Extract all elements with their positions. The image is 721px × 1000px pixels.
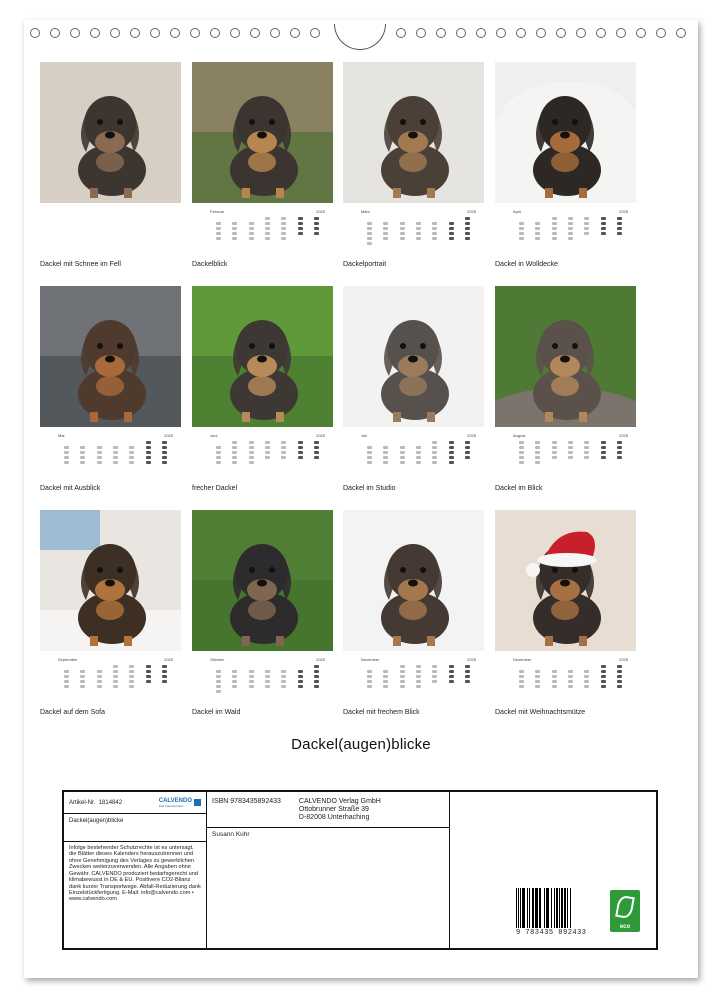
month-cell	[495, 286, 636, 492]
dog-photo	[495, 510, 636, 651]
binding-ring	[656, 28, 666, 38]
binding-ring	[110, 28, 120, 38]
dog-photo	[343, 510, 484, 651]
publisher-address: CALVENDO Verlag GmbH Ottobrunner Straße 39 D-82008 Unterhaching	[298, 798, 381, 822]
binding-ring	[556, 28, 566, 38]
month-cell	[495, 62, 636, 268]
photo-caption: Dackel im Blick	[495, 485, 543, 492]
month-name: Februar	[210, 209, 225, 214]
dog-photo	[192, 62, 333, 203]
month-name: November	[361, 657, 380, 662]
hanger-hook	[334, 24, 386, 50]
binding-ring	[456, 28, 466, 38]
mini-calendar	[192, 427, 333, 481]
month-name: Juli	[361, 433, 368, 438]
binding-ring	[270, 28, 280, 38]
month-name: April	[513, 209, 522, 214]
month-year: 2025	[164, 433, 173, 438]
photo-caption: Dackel mit Ausblick	[40, 485, 101, 492]
calendar-overview-page	[24, 20, 698, 978]
month-year: 2025	[467, 209, 476, 214]
mini-calendar	[343, 427, 484, 481]
mini-calendar	[40, 203, 181, 257]
author-name: Susann Kuhr	[212, 831, 250, 838]
month-cell	[40, 62, 181, 268]
isbn-publisher-row	[207, 792, 449, 828]
month-year: 2025	[316, 657, 325, 662]
product-info-box	[62, 790, 658, 950]
month-cell	[192, 286, 333, 492]
photo-caption: Dackel mit Schnee im Fell	[40, 261, 121, 268]
binding-ring	[250, 28, 260, 38]
binding-ring	[210, 28, 220, 38]
dog-photo	[192, 286, 333, 427]
mini-calendar	[343, 651, 484, 705]
info-column-right	[450, 792, 658, 948]
eco-badge: eco	[610, 890, 640, 932]
binding-ring	[476, 28, 486, 38]
dog-photo	[192, 510, 333, 651]
binding-ring	[90, 28, 100, 38]
photo-caption: Dackel im Wald	[192, 709, 241, 716]
binding-ring	[310, 28, 320, 38]
month-cell	[192, 510, 333, 716]
mini-calendar	[40, 427, 181, 481]
month-name: Mai	[58, 433, 65, 438]
month-cell	[192, 62, 333, 268]
article-row	[64, 792, 206, 814]
dog-photo	[40, 510, 181, 651]
mini-calendar	[495, 427, 636, 481]
photo-caption: Dackel im Studio	[343, 485, 396, 492]
month-cell	[495, 510, 636, 716]
dog-photo	[343, 62, 484, 203]
month-cell	[40, 510, 181, 716]
binding-ring	[596, 28, 606, 38]
month-cell	[343, 286, 484, 492]
isbn: ISBN 9783435892433	[212, 798, 281, 805]
month-year: 2025	[619, 657, 628, 662]
photo-caption: Dackel auf dem Sofa	[40, 709, 105, 716]
dog-photo	[495, 62, 636, 203]
barcode-number: 9 783435 892433	[516, 929, 587, 937]
binding-ring	[416, 28, 426, 38]
month-name: März	[361, 209, 370, 214]
info-column-left	[64, 792, 207, 948]
photo-caption: Dackelblick	[192, 261, 228, 268]
dog-photo	[495, 286, 636, 427]
logo-mark-icon	[194, 799, 201, 806]
month-year: 2025	[316, 433, 325, 438]
leaf-icon	[615, 895, 635, 919]
legal-notice: Infolge bestehender Schutzrechte ist es untersagt, die Blätter dieses Kalenders herauszutrennen und ohne Genehmigung des Verlages zu gewerblichen Zwecken weiterzuverwenden. Alle Angaben ohne Gewähr. CALVENDO produziert bedarfsgerecht und klimabewusst in DE & EU. Positivere CO2-Bilanz dank kurzer Transportwege. Abfall-Reduzierung dank Einzelstückfertigung. E-Mail: info@calvendo.com • www.calvendo.com	[69, 845, 201, 903]
barcode	[516, 888, 592, 937]
binding-ring	[230, 28, 240, 38]
mini-calendar	[495, 203, 636, 257]
binding-ring	[436, 28, 446, 38]
month-cell	[343, 510, 484, 716]
month-name: Juni	[210, 433, 218, 438]
info-column-middle	[207, 792, 450, 948]
product-title-small: Dackel(augen)blicke	[64, 814, 206, 842]
month-name: August	[513, 433, 526, 438]
dog-photo	[40, 62, 181, 203]
month-year: 2025	[467, 433, 476, 438]
article-number: Artikel-Nr. 1814842	[69, 799, 123, 806]
photo-caption: Dackel in Wolldecke	[495, 261, 558, 268]
binding-ring	[130, 28, 140, 38]
month-year: 2025	[619, 433, 628, 438]
photo-caption: Dackelportrait	[343, 261, 387, 268]
month-cell	[343, 62, 484, 268]
calendar-title: Dackel(augen)blicke	[291, 736, 431, 753]
photo-caption: Dackel mit frechem Blick	[343, 709, 420, 716]
binding-ring	[536, 28, 546, 38]
binding-ring	[676, 28, 686, 38]
month-name: Oktober	[210, 657, 225, 662]
binding-ring	[576, 28, 586, 38]
binding-ring	[636, 28, 646, 38]
binding-ring	[516, 28, 526, 38]
month-name: Dezember	[513, 657, 532, 662]
dog-photo	[343, 286, 484, 427]
dog-photo	[40, 286, 181, 427]
binding-ring	[616, 28, 626, 38]
month-year: 2025	[619, 209, 628, 214]
binding-ring	[70, 28, 80, 38]
month-name: September	[58, 657, 78, 662]
binding-ring	[396, 28, 406, 38]
mini-calendar	[192, 203, 333, 257]
mini-calendar	[192, 651, 333, 705]
barcode-bars	[516, 888, 592, 928]
month-year: 2025	[316, 209, 325, 214]
binding-ring	[150, 28, 160, 38]
month-year: 2025	[164, 657, 173, 662]
binding-ring	[496, 28, 506, 38]
binding-ring	[190, 28, 200, 38]
binding-ring	[50, 28, 60, 38]
binding-ring	[30, 28, 40, 38]
spiral-binding	[24, 28, 698, 42]
mini-calendar	[40, 651, 181, 705]
month-year: 2025	[467, 657, 476, 662]
month-cell	[40, 286, 181, 492]
mini-calendar	[495, 651, 636, 705]
photo-caption: Dackel mit Weihnachtsmütze	[495, 709, 586, 716]
binding-ring	[290, 28, 300, 38]
calvendo-logo: CALVENDO Das Kalenderhaus	[159, 798, 201, 808]
photo-caption: frecher Dackel	[192, 485, 238, 492]
binding-ring	[170, 28, 180, 38]
mini-calendar	[343, 203, 484, 257]
